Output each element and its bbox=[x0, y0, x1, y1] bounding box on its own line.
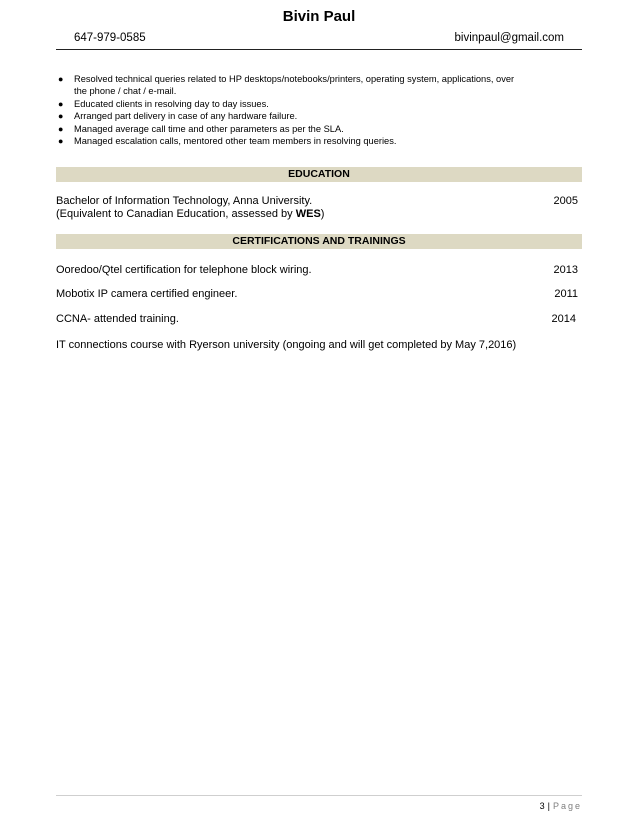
header-divider bbox=[56, 49, 582, 50]
contact-line bbox=[74, 32, 564, 44]
email-address: bivinpaul@gmail.com bbox=[454, 32, 564, 44]
bullet-icon: ● bbox=[58, 123, 64, 134]
certification-title: Ooredoo/Qtel certification for telephone block wiring. bbox=[56, 264, 312, 276]
bullet-text: Managed escalation calls, mentored other team members in resolving queries. bbox=[74, 136, 397, 147]
bullet-icon: ● bbox=[58, 136, 64, 147]
degree-year: 2005 bbox=[553, 195, 578, 207]
equivalence-text: (Equivalent to Canadian Education, assessed by bbox=[56, 208, 296, 220]
certification-title: IT connections course with Ryerson university (ongoing and will get completed by May 7,2016) bbox=[56, 339, 517, 351]
bullet-item bbox=[56, 73, 582, 98]
candidate-name: Bivin Paul bbox=[282, 8, 356, 25]
certifications-heading: CERTIFICATIONS AND TRAININGS bbox=[56, 234, 582, 249]
certification-row bbox=[56, 313, 576, 326]
education-equivalence bbox=[56, 208, 324, 221]
footer-divider bbox=[56, 795, 582, 796]
bullet-item bbox=[56, 123, 582, 135]
phone-number: 647-979-0585 bbox=[74, 32, 146, 44]
page-number: 3 bbox=[539, 801, 545, 811]
bullet-icon: ● bbox=[58, 74, 64, 84]
bullet-text: Arranged part delivery in case of any hardware failure. bbox=[74, 111, 298, 122]
education-heading: EDUCATION bbox=[56, 167, 582, 182]
equivalence-close: ) bbox=[320, 208, 325, 220]
certification-year: 2014 bbox=[551, 313, 576, 325]
certification-title: Mobotix IP camera certified engineer. bbox=[56, 288, 238, 300]
certification-year: 2013 bbox=[553, 264, 578, 276]
assessor-name: WES bbox=[295, 208, 321, 220]
degree-title: Bachelor of Information Technology, Anna University. bbox=[56, 195, 313, 207]
certification-row bbox=[56, 288, 578, 301]
bullet-item bbox=[56, 98, 582, 110]
bullet-text: Resolved technical queries related to HP desktops/notebooks/printers, operating system, applications, over bbox=[74, 74, 515, 84]
bullet-text-continued: the phone / chat / e-mail. bbox=[74, 86, 177, 97]
page-label: Page bbox=[552, 801, 582, 811]
education-degree-row bbox=[56, 195, 578, 208]
certification-row bbox=[56, 264, 578, 277]
bullet-text: Managed average call time and other parameters as per the SLA. bbox=[74, 123, 344, 134]
footer-separator: | bbox=[547, 801, 550, 811]
certification-year: 2011 bbox=[554, 288, 578, 300]
certification-row bbox=[56, 339, 578, 352]
page-footer bbox=[540, 801, 582, 811]
bullet-icon: ● bbox=[58, 98, 64, 109]
bullet-text: Educated clients in resolving day to day issues. bbox=[74, 98, 269, 109]
experience-bullet-list bbox=[56, 73, 582, 147]
bullet-icon: ● bbox=[58, 111, 64, 122]
certification-title: CCNA- attended training. bbox=[56, 313, 179, 325]
bullet-item bbox=[56, 110, 582, 122]
bullet-item bbox=[56, 135, 582, 147]
